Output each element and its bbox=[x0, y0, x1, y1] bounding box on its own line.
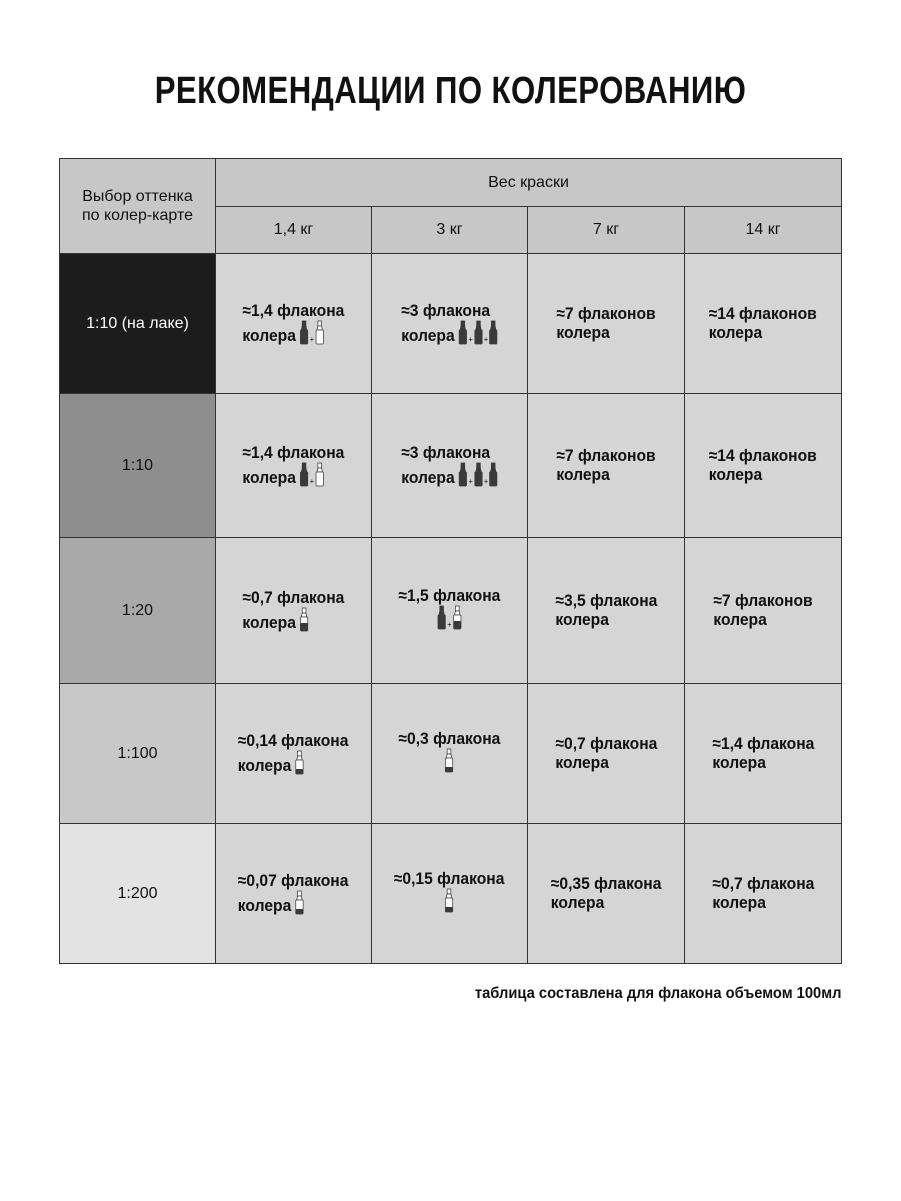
amount-value: ≈0,35 флакона bbox=[550, 874, 662, 893]
amount-text bbox=[555, 591, 657, 629]
page-title: РЕКОМЕНДАЦИИ ПО КОЛЕРОВАНИЮ bbox=[154, 70, 747, 112]
amount-unit: колера bbox=[712, 893, 766, 912]
bottle-icon bbox=[300, 462, 309, 487]
plus-icon: + bbox=[309, 477, 315, 486]
amount-text bbox=[713, 591, 812, 629]
amount-cell bbox=[372, 254, 528, 394]
amount-value: ≈0,15 флакона bbox=[394, 869, 505, 888]
plus-icon: + bbox=[468, 477, 473, 486]
amount-text bbox=[556, 304, 655, 342]
amount-unit: колера bbox=[713, 610, 767, 629]
amount-cell bbox=[528, 394, 685, 538]
amount-value: ≈0,14 флакона bbox=[238, 731, 349, 750]
row-ratio-label: 1:20 bbox=[60, 538, 216, 684]
bottle-icon bbox=[489, 320, 498, 345]
table-row bbox=[60, 684, 842, 824]
plus-icon: + bbox=[447, 620, 452, 629]
amount-unit: колера bbox=[400, 326, 455, 345]
bottle-group bbox=[458, 320, 498, 345]
row-ratio-label: 1:10 (на лаке) bbox=[60, 254, 216, 394]
amount-text bbox=[243, 588, 345, 632]
amount-cell bbox=[685, 684, 842, 824]
bottle-icon bbox=[453, 605, 462, 630]
amount-value: ≈0,7 флакона bbox=[712, 874, 814, 893]
table-row bbox=[60, 254, 842, 394]
amount-text bbox=[555, 734, 657, 772]
bottle-group bbox=[458, 462, 498, 487]
tinting-table bbox=[59, 158, 842, 964]
bottle-icon bbox=[300, 607, 309, 632]
amount-value: ≈3 флакона bbox=[400, 301, 490, 320]
amount-cell bbox=[528, 824, 685, 964]
amount-cell bbox=[685, 538, 842, 684]
amount-cell bbox=[216, 394, 372, 538]
amount-unit: колера bbox=[242, 326, 297, 345]
amount-text bbox=[243, 443, 345, 487]
amount-value: ≈14 флаконов bbox=[708, 304, 818, 323]
bottle-icon bbox=[295, 890, 304, 915]
amount-cell bbox=[372, 538, 528, 684]
amount-cell bbox=[528, 684, 685, 824]
amount-unit: колера bbox=[712, 753, 766, 772]
amount-text bbox=[551, 874, 662, 912]
amount-value: ≈0,7 флакона bbox=[555, 734, 657, 753]
amount-value: ≈1,5 флакона bbox=[398, 586, 501, 605]
weight-col-header: 3 кг bbox=[372, 207, 528, 254]
amount-text bbox=[399, 729, 501, 773]
weight-col-header: 1,4 кг bbox=[216, 207, 372, 254]
plus-icon: + bbox=[309, 335, 315, 344]
amount-text bbox=[401, 443, 498, 487]
row-ratio-label: 1:100 bbox=[60, 684, 216, 824]
amount-unit: колера bbox=[556, 465, 610, 484]
amount-unit: колера bbox=[242, 613, 297, 632]
bottle-icon bbox=[295, 750, 304, 775]
weight-header: Вес краски bbox=[216, 159, 842, 207]
plus-icon: + bbox=[483, 477, 488, 486]
amount-cell bbox=[372, 684, 528, 824]
amount-text bbox=[556, 446, 655, 484]
amount-cell bbox=[372, 824, 528, 964]
bottle-group bbox=[437, 605, 462, 630]
bottle-icon bbox=[445, 888, 454, 913]
amount-text bbox=[399, 586, 501, 630]
bottle-icon bbox=[315, 320, 324, 345]
amount-unit: колера bbox=[555, 610, 609, 629]
amount-value: ≈7 флаконов bbox=[713, 591, 813, 610]
plus-icon: + bbox=[483, 335, 488, 344]
bottle-icon bbox=[458, 320, 467, 345]
bottle-icon bbox=[300, 320, 309, 345]
weight-col-header: 14 кг bbox=[685, 207, 842, 254]
table-row bbox=[60, 394, 842, 538]
amount-cell bbox=[685, 394, 842, 538]
amount-unit: колера bbox=[238, 756, 292, 775]
bottle-icon bbox=[437, 605, 446, 630]
amount-cell bbox=[528, 254, 685, 394]
bottle-icon bbox=[445, 748, 454, 773]
amount-cell bbox=[216, 254, 372, 394]
bottle-icon bbox=[473, 320, 482, 345]
amount-value: ≈0,7 флакона bbox=[242, 588, 345, 607]
bottle-group bbox=[295, 750, 304, 775]
amount-value: ≈0,3 флакона bbox=[398, 729, 501, 748]
weight-col-header: 7 кг bbox=[528, 207, 685, 254]
bottle-icon bbox=[315, 462, 324, 487]
amount-cell bbox=[216, 824, 372, 964]
bottle-group bbox=[295, 890, 304, 915]
bottle-group bbox=[445, 748, 454, 773]
amount-value: ≈1,4 флакона bbox=[712, 734, 814, 753]
table-row bbox=[60, 824, 842, 964]
corner-header-label: Выбор оттенка по колер-карте bbox=[81, 188, 194, 224]
amount-text bbox=[238, 871, 349, 915]
amount-text bbox=[709, 446, 817, 484]
amount-text bbox=[709, 304, 817, 342]
bottle-group bbox=[300, 607, 309, 632]
row-ratio-label: 1:10 bbox=[60, 394, 216, 538]
amount-cell bbox=[685, 254, 842, 394]
amount-text bbox=[394, 869, 505, 913]
amount-unit: колера bbox=[400, 468, 455, 487]
bottle-icon bbox=[458, 462, 467, 487]
bottle-icon bbox=[489, 462, 498, 487]
amount-text bbox=[712, 734, 814, 772]
bottle-group bbox=[445, 888, 454, 913]
amount-unit: колера bbox=[708, 323, 763, 342]
amount-value: ≈7 флаконов bbox=[556, 446, 656, 465]
amount-value: ≈3,5 флакона bbox=[555, 591, 657, 610]
amount-value: ≈3 флакона bbox=[400, 443, 490, 462]
amount-cell bbox=[685, 824, 842, 964]
amount-value: ≈14 флаконов bbox=[708, 446, 818, 465]
amount-value: ≈0,07 флакона bbox=[238, 871, 349, 890]
bottle-group bbox=[300, 462, 325, 487]
amount-value: ≈7 флаконов bbox=[556, 304, 656, 323]
amount-unit: колера bbox=[556, 323, 610, 342]
amount-cell bbox=[528, 538, 685, 684]
table-row bbox=[60, 538, 842, 684]
bottle-icon bbox=[473, 462, 482, 487]
amount-value: ≈1,4 флакона bbox=[242, 443, 345, 462]
row-ratio-label: 1:200 bbox=[60, 824, 216, 964]
bottle-group bbox=[300, 320, 325, 345]
amount-unit: колера bbox=[708, 465, 763, 484]
amount-unit: колера bbox=[555, 753, 609, 772]
amount-value: ≈1,4 флакона bbox=[242, 301, 345, 320]
amount-cell bbox=[372, 394, 528, 538]
amount-unit: колера bbox=[550, 893, 605, 912]
amount-cell bbox=[216, 538, 372, 684]
amount-unit: колера bbox=[238, 896, 292, 915]
amount-unit: колера bbox=[242, 468, 297, 487]
plus-icon: + bbox=[468, 335, 473, 344]
amount-text bbox=[243, 301, 345, 345]
amount-text bbox=[238, 731, 349, 775]
footnote: таблица составлена для флакона объемом 100мл bbox=[474, 985, 841, 1002]
amount-cell bbox=[216, 684, 372, 824]
amount-text bbox=[401, 301, 498, 345]
corner-header bbox=[60, 159, 216, 254]
amount-text bbox=[712, 874, 814, 912]
